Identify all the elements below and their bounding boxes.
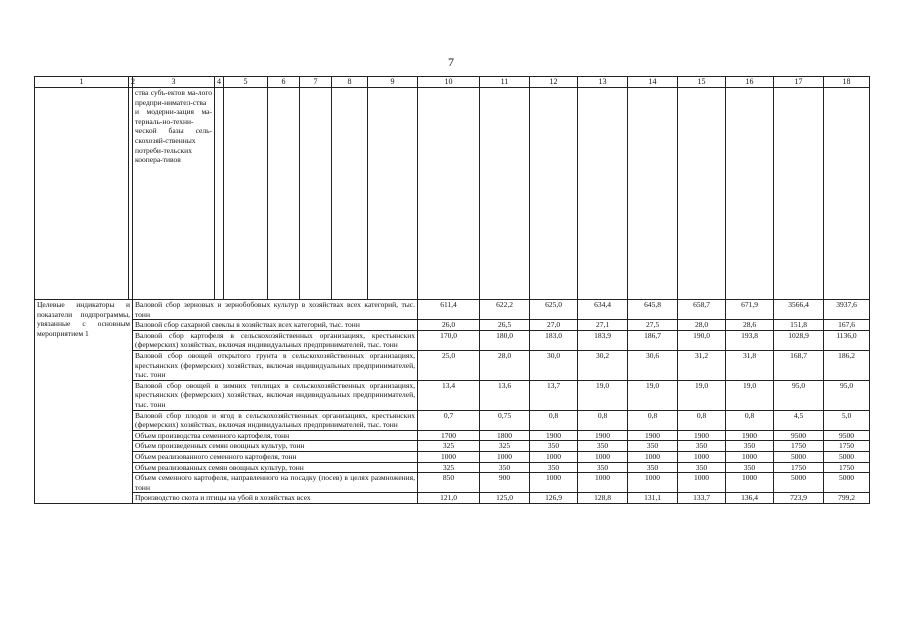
value-cell: 5000 <box>824 451 870 462</box>
section-label: Целевые индикаторы и показатели подпрограммы, увязанные с основным мероприятием 1 <box>35 300 133 504</box>
value-cell: 180,0 <box>480 330 530 350</box>
empty-cell <box>368 88 418 300</box>
table-row <box>35 462 870 473</box>
value-cell: 30,0 <box>530 350 578 380</box>
value-cell: 121,0 <box>418 493 480 504</box>
table-row <box>35 451 870 462</box>
value-cell: 5000 <box>774 473 824 493</box>
column-number: 18 <box>824 77 870 88</box>
value-cell: 5000 <box>824 473 870 493</box>
value-cell: 1900 <box>628 430 678 441</box>
value-cell: 0,8 <box>726 410 774 430</box>
column-number: 9 <box>368 77 418 88</box>
value-cell: 1900 <box>678 430 726 441</box>
value-cell: 350 <box>678 441 726 452</box>
value-cell: 350 <box>480 462 530 473</box>
value-cell: 350 <box>726 441 774 452</box>
indicator-name: Объем производства семенного картофеля, тонн <box>133 430 418 441</box>
value-cell: 13,7 <box>530 380 578 410</box>
table-row <box>35 350 870 380</box>
value-cell: 125,0 <box>480 493 530 504</box>
value-cell: 126,9 <box>530 493 578 504</box>
value-cell: 3566,4 <box>774 300 824 320</box>
value-cell: 5000 <box>774 451 824 462</box>
value-cell: 26,0 <box>418 320 480 331</box>
indicator-name: Объем реализованных семян овощных культур, тонн <box>133 462 418 473</box>
value-cell: 625,0 <box>530 300 578 320</box>
value-cell: 3937,6 <box>824 300 870 320</box>
value-cell: 170,0 <box>418 330 480 350</box>
empty-cell <box>418 88 480 300</box>
column-number: 11 <box>480 77 530 88</box>
value-cell: 1750 <box>774 441 824 452</box>
value-cell: 19,0 <box>578 380 628 410</box>
value-cell: 1000 <box>418 451 480 462</box>
value-cell: 1000 <box>678 473 726 493</box>
column-number: 4 <box>215 77 224 88</box>
value-cell: 167,6 <box>824 320 870 331</box>
value-cell: 622,2 <box>480 300 530 320</box>
indicator-name: Валовой сбор овощей открытого грунта в сельскохозяйственных организациях, крестьянских (фермерских) хозяйствах, включая индивидуальных предпринимателей, тыс. тонн <box>133 350 418 380</box>
indicator-name: Валовой сбор плодов и ягод в сельскохозяйственных организациях, крестьянских (фермерских) хозяйствах, включая индивидуальных предпринимателей, тыс. тонн <box>133 410 418 430</box>
value-cell: 1750 <box>824 441 870 452</box>
column-number: 16 <box>726 77 774 88</box>
value-cell: 13,6 <box>480 380 530 410</box>
table-row <box>35 430 870 441</box>
value-cell: 350 <box>678 462 726 473</box>
value-cell: 1000 <box>578 451 628 462</box>
column-number: 10 <box>418 77 480 88</box>
value-cell: 350 <box>726 462 774 473</box>
indicator-name: Валовой сбор зерновых и зернобобовых культур в хозяйствах всех категорий, тыс. тонн <box>133 300 418 320</box>
empty-cell <box>678 88 726 300</box>
indicator-name: Объем семенного картофеля, направленного на посадку (посев) в целях размножения, тонн <box>133 473 418 493</box>
value-cell: 0,8 <box>678 410 726 430</box>
empty-cell <box>726 88 774 300</box>
value-cell: 193,8 <box>726 330 774 350</box>
value-cell: 9500 <box>824 430 870 441</box>
value-cell: 1136,0 <box>824 330 870 350</box>
value-cell: 136,4 <box>726 493 774 504</box>
empty-cell <box>578 88 628 300</box>
value-cell: 0,75 <box>480 410 530 430</box>
empty-cell <box>332 88 368 300</box>
empty-cell <box>530 88 578 300</box>
value-cell: 19,0 <box>628 380 678 410</box>
column-number-row <box>35 77 870 88</box>
value-cell: 1000 <box>578 473 628 493</box>
value-cell: 30,6 <box>628 350 678 380</box>
value-cell: 133,7 <box>678 493 726 504</box>
value-cell: 186,7 <box>628 330 678 350</box>
value-cell: 1900 <box>530 430 578 441</box>
value-cell: 183,9 <box>578 330 628 350</box>
value-cell: 723,9 <box>774 493 824 504</box>
table-row <box>35 441 870 452</box>
value-cell: 850 <box>418 473 480 493</box>
value-cell: 168,7 <box>774 350 824 380</box>
empty-cell <box>224 88 268 300</box>
value-cell: 27,5 <box>628 320 678 331</box>
value-cell: 1000 <box>628 451 678 462</box>
value-cell: 1700 <box>418 430 480 441</box>
indicators-table <box>34 76 870 504</box>
table-row <box>35 473 870 493</box>
empty-cell <box>268 88 300 300</box>
column-number: 1 <box>35 77 129 88</box>
value-cell: 190,0 <box>678 330 726 350</box>
value-cell: 0,8 <box>628 410 678 430</box>
value-cell: 671,9 <box>726 300 774 320</box>
value-cell: 634,4 <box>578 300 628 320</box>
empty-cell <box>824 88 870 300</box>
value-cell: 28,0 <box>480 350 530 380</box>
value-cell: 1000 <box>530 451 578 462</box>
value-cell: 4,5 <box>774 410 824 430</box>
value-cell: 325 <box>418 441 480 452</box>
table-row <box>35 493 870 504</box>
value-cell: 1900 <box>726 430 774 441</box>
indicator-name: Производство скота и птицы на убой в хозяйствах всех <box>133 493 418 504</box>
continuation-text: ства субъ-ектов ма-лого предпри-нимател-ства и модерни-зация ма-териаль-но-техни-ческой базы сель-скохозяй-ственных потреби-тельских коопера-тивов <box>133 88 215 300</box>
empty-cell <box>628 88 678 300</box>
column-number: 5 <box>224 77 268 88</box>
column-number: 2 <box>129 77 133 88</box>
value-cell: 1000 <box>678 451 726 462</box>
indicator-name: Объем произведенных семян овощных культур, тонн <box>133 441 418 452</box>
value-cell: 9500 <box>774 430 824 441</box>
value-cell: 350 <box>628 441 678 452</box>
value-cell: 27,1 <box>578 320 628 331</box>
value-cell: 1000 <box>628 473 678 493</box>
value-cell: 0,8 <box>530 410 578 430</box>
column-number: 17 <box>774 77 824 88</box>
table-row <box>35 330 870 350</box>
indicator-name: Валовой сбор сахарной свеклы в хозяйствах всех категорий, тыс. тонн <box>133 320 418 331</box>
value-cell: 1000 <box>726 451 774 462</box>
value-cell: 25,0 <box>418 350 480 380</box>
value-cell: 19,0 <box>678 380 726 410</box>
column-number: 12 <box>530 77 578 88</box>
page-number: 7 <box>448 55 454 69</box>
value-cell: 1900 <box>578 430 628 441</box>
indicator-name: Объем реализованного семенного картофеля, тонн <box>133 451 418 462</box>
value-cell: 1800 <box>480 430 530 441</box>
value-cell: 95,0 <box>774 380 824 410</box>
table-row <box>35 380 870 410</box>
value-cell: 31,2 <box>678 350 726 380</box>
value-cell: 5,0 <box>824 410 870 430</box>
value-cell: 325 <box>480 441 530 452</box>
table-row <box>35 320 870 331</box>
column-number: 13 <box>578 77 628 88</box>
value-cell: 658,7 <box>678 300 726 320</box>
value-cell: 350 <box>628 462 678 473</box>
value-cell: 28,0 <box>678 320 726 331</box>
column-number: 6 <box>268 77 300 88</box>
value-cell: 95,0 <box>824 380 870 410</box>
indicator-name: Валовой сбор овощей в зимних теплицах в сельскохозяйственных организациях, крестьянских (фермерских) хозяйствах, включая индивидуальных предпринимателей, тыс. тонн <box>133 380 418 410</box>
empty-cell <box>300 88 332 300</box>
value-cell: 1000 <box>530 473 578 493</box>
value-cell: 0,8 <box>578 410 628 430</box>
value-cell: 350 <box>530 441 578 452</box>
column-number: 7 <box>300 77 332 88</box>
value-cell: 350 <box>578 441 628 452</box>
value-cell: 30,2 <box>578 350 628 380</box>
column-number: 15 <box>678 77 726 88</box>
value-cell: 19,0 <box>726 380 774 410</box>
value-cell: 183,0 <box>530 330 578 350</box>
value-cell: 151,8 <box>774 320 824 331</box>
table-row <box>35 300 870 320</box>
value-cell: 611,4 <box>418 300 480 320</box>
value-cell: 799,2 <box>824 493 870 504</box>
value-cell: 350 <box>530 462 578 473</box>
value-cell: 13,4 <box>418 380 480 410</box>
value-cell: 186,2 <box>824 350 870 380</box>
indicator-name: Валовой сбор картофеля в сельскохозяйственных организациях, крестьянских (фермерских) хозяйствах, включая индивидуальных предпринимателей, тыс. тонн <box>133 330 418 350</box>
value-cell: 1000 <box>480 451 530 462</box>
value-cell: 128,8 <box>578 493 628 504</box>
value-cell: 28,6 <box>726 320 774 331</box>
value-cell: 27,0 <box>530 320 578 331</box>
indicator-rows <box>35 300 870 504</box>
column-number: 14 <box>628 77 678 88</box>
empty-cell <box>35 88 129 300</box>
value-cell: 900 <box>480 473 530 493</box>
value-cell: 1028,9 <box>774 330 824 350</box>
value-cell: 131,1 <box>628 493 678 504</box>
value-cell: 325 <box>418 462 480 473</box>
value-cell: 1750 <box>774 462 824 473</box>
value-cell: 645,8 <box>628 300 678 320</box>
continuation-row <box>35 88 870 300</box>
table-row <box>35 410 870 430</box>
value-cell: 1750 <box>824 462 870 473</box>
empty-cell <box>480 88 530 300</box>
column-number: 3 <box>133 77 215 88</box>
empty-cell <box>215 88 224 300</box>
value-cell: 0,7 <box>418 410 480 430</box>
column-number: 8 <box>332 77 368 88</box>
value-cell: 31,8 <box>726 350 774 380</box>
value-cell: 350 <box>578 462 628 473</box>
empty-cell <box>774 88 824 300</box>
value-cell: 1000 <box>726 473 774 493</box>
value-cell: 26,5 <box>480 320 530 331</box>
